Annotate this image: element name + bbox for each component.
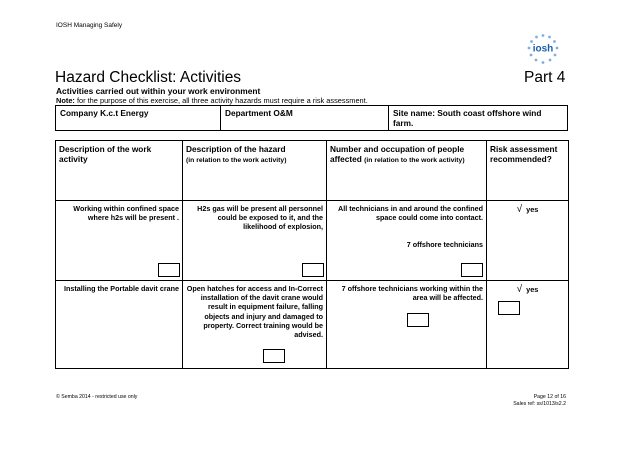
people-extra-text: 7 offshore technicians xyxy=(406,240,483,249)
company-cell: Company K.c.t Energy xyxy=(56,106,221,131)
people-text: All technicians in and around the confined space could come into contact. xyxy=(338,204,483,222)
header-people xyxy=(327,141,487,201)
check-box[interactable] xyxy=(158,263,180,277)
site-cell: Site name: South coast offshore wind farm. xyxy=(389,106,568,131)
logo-text: iosh xyxy=(532,43,554,55)
check-box[interactable] xyxy=(498,301,520,315)
check-mark: √ xyxy=(516,204,523,215)
activity-text: Working within confined space where h2s will be present . xyxy=(73,204,179,222)
header-hazard xyxy=(183,141,327,201)
check-box[interactable] xyxy=(407,313,429,327)
check-box[interactable] xyxy=(461,263,483,277)
risk-cell xyxy=(487,281,569,369)
note-text: for the purpose of this exercise, all three activity hazards must require a risk assessment. xyxy=(76,96,368,105)
risk-cell xyxy=(487,201,569,281)
check-box[interactable] xyxy=(302,263,324,277)
note xyxy=(56,96,368,105)
check-mark: √ xyxy=(516,284,523,295)
people-cell xyxy=(327,281,487,369)
header-risk: Risk assessment recommended? xyxy=(487,141,569,201)
footer-copyright: © Semba 2014 - restricted use only xyxy=(56,394,138,400)
people-cell xyxy=(327,201,487,281)
header-description: Description of the work activity xyxy=(56,141,183,201)
header-row xyxy=(56,141,569,201)
footer-page-info xyxy=(513,394,566,408)
header-hazard-sub: (in relation to the work activity) xyxy=(186,157,287,164)
header-hazard-label: Description of the hazard xyxy=(186,144,286,154)
table-row xyxy=(56,201,569,281)
note-label: Note: xyxy=(56,96,75,105)
activity-cell xyxy=(56,201,183,281)
hazard-cell xyxy=(183,201,327,281)
document-header: IOSH Managing Safely xyxy=(56,22,123,29)
hazard-cell xyxy=(183,281,327,369)
risk-answer: yes xyxy=(526,205,539,214)
footer-page: Page 12 of 16 xyxy=(533,394,566,400)
header-people-label: Number and occupation of people affected xyxy=(330,144,465,164)
subtitle: Activities carried out within your work environment xyxy=(56,86,261,96)
department-cell: Department O&M xyxy=(221,106,389,131)
hazard-text: Open hatches for access and In-Correct installation of the davit crane would result in equipment failure, falling objects and injury and damaged to property. Correct training would be advised. xyxy=(186,284,323,340)
activity-text: Installing the Portable davit crane xyxy=(63,284,179,293)
info-table xyxy=(55,105,568,131)
hazard-table xyxy=(55,140,569,369)
footer-ref: Sales ref: ss/1013/s2.2 xyxy=(513,400,566,407)
part-label: Part 4 xyxy=(524,69,566,86)
hazard-text: H2s gas will be present all personnel could be exposed to it, and the likelihood of explosion, xyxy=(197,204,323,232)
risk-answer: yes xyxy=(526,285,539,294)
header-people-sub: (in relation to the work activity) xyxy=(364,157,465,164)
people-text: 7 offshore technicians working within the area will be affected. xyxy=(341,284,483,302)
check-box[interactable] xyxy=(263,349,285,363)
iosh-logo xyxy=(525,33,561,65)
table-row xyxy=(56,281,569,369)
activity-cell xyxy=(56,281,183,369)
page-title: Hazard Checklist: Activities xyxy=(55,69,242,86)
